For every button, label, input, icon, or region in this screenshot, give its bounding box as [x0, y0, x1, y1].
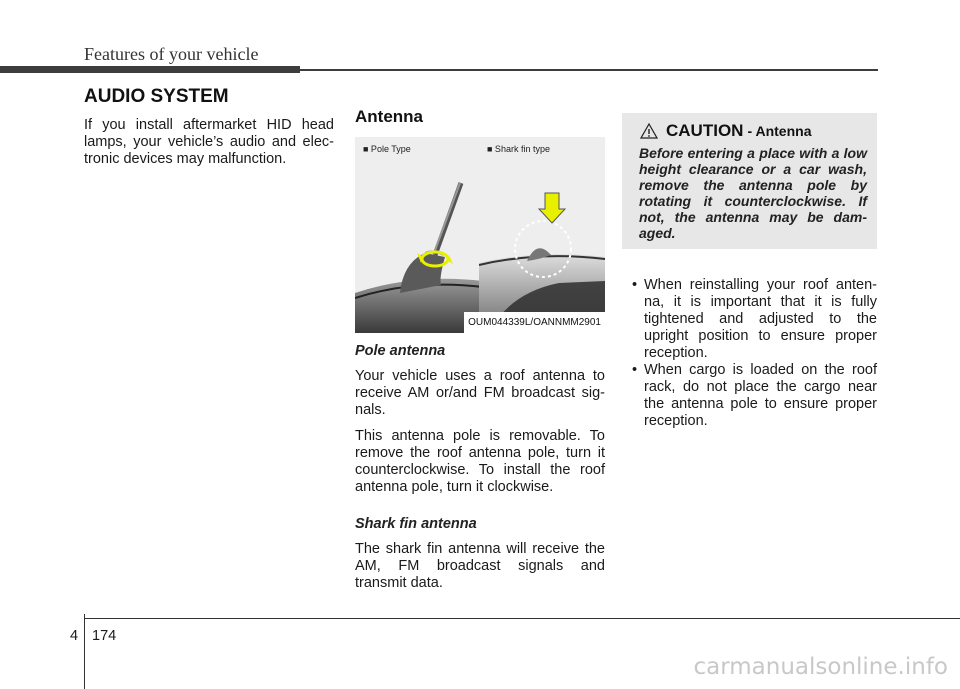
- figure-label-pole: ■ Pole Type: [363, 144, 411, 154]
- warning-triangle-icon: [640, 123, 658, 139]
- column-left: [84, 117, 334, 177]
- list-item: • When cargo is loaded on the roof rack, do not place the cargo near the antenna pole to ensure proper reception.: [632, 362, 877, 429]
- shark-fin-heading: Shark fin antenna: [355, 516, 477, 532]
- antenna-figure: [355, 137, 605, 333]
- page-number: 174: [92, 628, 117, 644]
- hid-warning-text: If you install aftermarket HID head lamps, your vehicle’s audio and elec-tronic devices may malfunction.: [84, 117, 334, 167]
- column-right: [622, 113, 877, 430]
- pole-antenna-text-2: This antenna pole is removable. To remove the roof antenna pole, turn it counterclockwise. To install the roof antenna pole, turn it clockwise.: [355, 428, 605, 495]
- shark-fin-text: The shark fin antenna will receive the AM, FM broadcast signals and transmit data.: [355, 541, 605, 591]
- section-title: AUDIO SYSTEM: [84, 86, 229, 107]
- caution-box: [622, 113, 877, 249]
- header-rule: [300, 69, 878, 71]
- header-bar: [0, 66, 300, 73]
- column-middle: [355, 108, 605, 601]
- bullet-list: [622, 277, 877, 430]
- figure-code: OUM044339L/OANNMM2901: [464, 312, 605, 333]
- bullet-dot-icon: •: [632, 362, 638, 378]
- bullet-dot-icon: •: [632, 277, 638, 293]
- chapter-number: 4: [70, 628, 79, 644]
- figure-label-shark: ■ Shark fin type: [487, 144, 550, 154]
- antenna-heading: Antenna: [355, 107, 423, 126]
- list-item: • When reinstalling your roof anten-na, it is important that it is fully tightened and adjusted to the upright position to ensure proper reception.: [632, 277, 877, 361]
- pole-antenna-text-1: Your vehicle uses a roof antenna to receive AM or/and FM broadcast sig-nals.: [355, 368, 605, 418]
- footer-vertical-rule: [84, 614, 85, 689]
- caution-header: [640, 121, 867, 141]
- watermark: carmanualsonline.info: [693, 654, 948, 680]
- caution-body: Before entering a place with a low height clearance or a car wash, remove the antenna pole by rotating it counterclockwise. If not, the antenna may be dam-aged.: [639, 145, 867, 241]
- header-title: Features of your vehicle: [84, 44, 259, 64]
- footer-horizontal-rule: [84, 618, 960, 619]
- caution-subtitle: - Antenna: [747, 123, 812, 139]
- caution-title: CAUTION: [666, 121, 744, 140]
- pole-antenna-illustration: [355, 153, 483, 333]
- pole-antenna-heading: Pole antenna: [355, 343, 446, 359]
- shark-fin-antenna-illustration: [479, 153, 605, 333]
